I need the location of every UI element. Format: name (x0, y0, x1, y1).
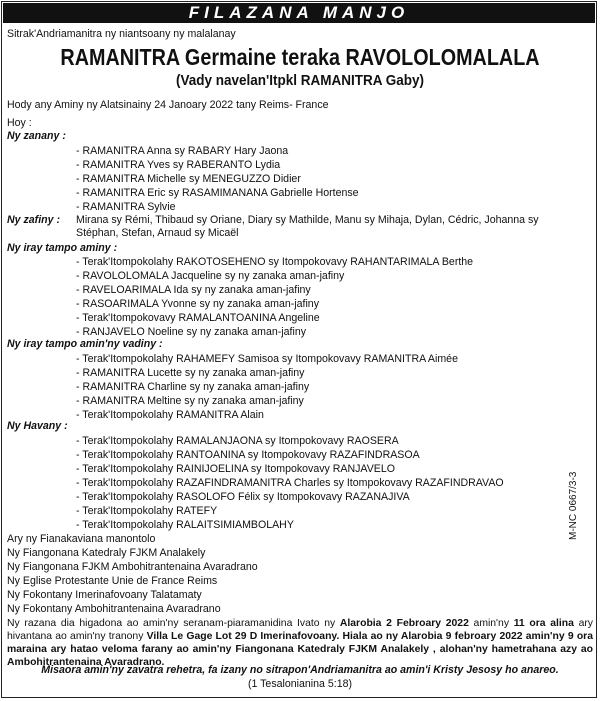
section-title-zanany: Ny zanany : (7, 130, 66, 142)
other-mourner: Ny Fiangonana Katedraly FJKM Analakely (7, 547, 206, 559)
death-notice: Hody any Aminy ny Alatsinainy 24 Janoary 2022 tany Reims- France (7, 99, 329, 111)
hoy-label: Hoy : (7, 117, 32, 129)
list-item: - RANJAVELO Noeline sy ny zanaka aman-jafiny (76, 326, 307, 338)
list-item: - RAVELOARIMALA Ida sy ny zanaka aman-jafiny (76, 284, 311, 296)
other-mourner: Ny Eglise Protestante Unie de France Reims (7, 575, 218, 587)
list-item: - Terak'Itompokovavy RAMALANTOANINA Angeline (76, 312, 320, 324)
list-item: - Terak'Itompokolahy RAKOTOSEHENO sy Itompokovavy RAHANTARIMALA Berthe (76, 256, 474, 268)
list-item: - RAMANITRA Lucette sy ny zanaka aman-jafiny (76, 367, 305, 379)
list-item: - RAVOLOLOMALA Jacqueline sy ny zanaka aman-jafiny (76, 270, 345, 282)
other-mourner: Ny Fokontany Imerinafovoany Talatamaty (7, 589, 202, 601)
grandchildren-list: Mirana sy Rémi, Thibaud sy Oriane, Diary sy Mathilde, Manu sy Mihaja, Dylan, Cédric, Johanna sy Stéphan, Stefan, Arnaud sy Micaël (76, 214, 539, 239)
other-mourner: Ary ny Fianakaviana manontolo (7, 533, 156, 545)
list-item: - Terak'Itompokolahy RATEFY (76, 505, 218, 517)
deceased-name: RAMANITRA Germaine teraka RAVOLOLOMALALA (60, 44, 540, 70)
list-item: - Terak'Itompokolahy RAINIJOELINA sy Itompokovavy RANJAVELO (76, 463, 395, 475)
list-item: - RAMANITRA Meltine sy ny zanaka aman-jafiny (76, 395, 304, 407)
spouse-line: (Vady navelan'Itpkl RAMANITRA Gaby) (175, 72, 425, 89)
list-item: - Terak'Itompokolahy RAZAFINDRAMANITRA Charles sy Itompokovavy RAZAFINDRAVAO (76, 477, 504, 489)
section-title-havany: Ny Havany : (7, 420, 68, 432)
subtitle: Sitrak'Andriamanitra ny niantsoany ny malalanay (7, 28, 236, 40)
list-item: - Terak'Itompokolahy RAMANITRA Alain (76, 409, 264, 421)
side-reference-code: M-NC 0667/3-3 (568, 471, 579, 540)
verse-reference: (1 Tesalonianina 5:18) (247, 678, 353, 690)
list-item: - Terak'Itompokolahy RALAITSIMIAMBOLAHY (76, 519, 294, 531)
section-title-iray-tampo-aminy: Ny iray tampo aminy : (7, 242, 118, 254)
list-item: - Terak'Itompokolahy RASOLOFO Félix sy Itompokovavy RAZANAJIVA (76, 491, 410, 503)
section-title-iray-tampo-vadiny: Ny iray tampo amin'ny vadiny : (7, 338, 163, 350)
other-mourner: Ny Fiangonana FJKM Ambohitrantenaina Avaradrano (7, 561, 258, 573)
list-item: - RASOARIMALA Yvonne sy ny zanaka aman-jafiny (76, 298, 319, 310)
section-title-zafiny: Ny zafiny : (7, 214, 60, 226)
list-item: - RAMANITRA Charline sy ny zanaka aman-jafiny (76, 381, 310, 393)
list-item: - RAMANITRA Eric sy RASAMIMANANA Gabrielle Hortense (76, 187, 359, 199)
closing-verse: Misaora amin'ny zavatra rehetra, fa izany no sitrapon'Andriamanitra ao amin'i Kristy Jesosy ho anareo. (41, 664, 559, 676)
other-mourner: Ny Fokontany Ambohitrantenaina Avaradrano (7, 603, 221, 615)
list-item: - RAMANITRA Sylvie (76, 201, 176, 213)
list-item: - Terak'Itompokolahy RANTOANINA sy Itompokovavy RAZAFINDRASOA (76, 449, 420, 461)
list-item: - RAMANITRA Yves sy RABERANTO Lydia (76, 159, 281, 171)
list-item: - RAMANITRA Michelle sy MENEGUZZO Didier (76, 173, 301, 185)
funeral-details: Ny razana dia higadona ao amin'ny seranam-piaramanidina Ivato ny Alarobia 2 Febroary 2022 amin'ny 11 ora alina ary hivantana ao amin'ny tranony Villa Le Gage Lot 29 D Imerinafovoany. Hiala ao ny Alarobia 9 febroary 2022 amin'ny 9 ora maraina ary hatao veloma farany ao amin'ny Fiangonana Katedraly FJKM Analakely , alohan'ny hametrahana azy ao Ambohitrantenaina Avaradrano. (7, 618, 594, 668)
list-item: - Terak'Itompokolahy RAMALANJAONA sy Itompokovavy RAOSERA (76, 435, 399, 447)
list-item: - RAMANITRA Anna sy RABARY Hary Jaona (76, 145, 289, 157)
list-item: - Terak'Itompokolahy RAHAMEFY Samisoa sy Itompokovavy RAMANITRA Aimée (76, 353, 458, 365)
banner-title: FILAZANA MANJO (3, 3, 595, 23)
